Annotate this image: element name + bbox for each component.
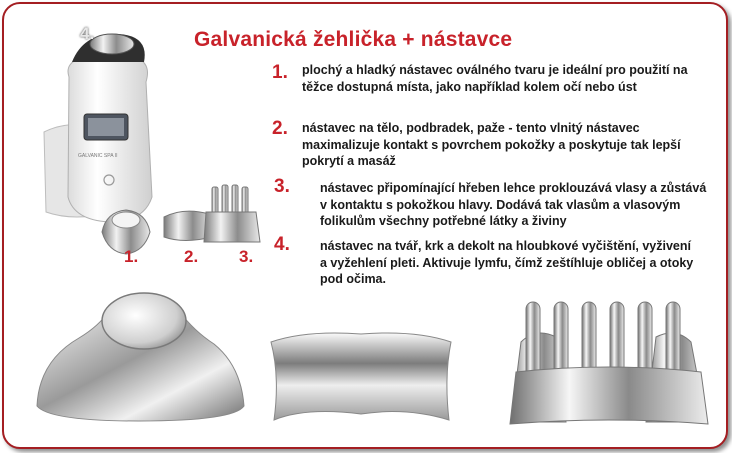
device-label-4: 4. xyxy=(80,24,95,43)
galvanic-device-image xyxy=(34,22,304,272)
attachment-2-image xyxy=(266,322,456,432)
item-text-3: nástavec připomínající hřeben lehce proklouzává vlasy a zůstává v kontaktu s pokožkou hlavy. Dodává tak vlasům a vlasovým folikulům všechny potřebné látky a živiny xyxy=(320,181,707,228)
item-number-3: 3. xyxy=(274,176,290,197)
item-number-1: 1. xyxy=(272,62,288,83)
content-frame xyxy=(2,2,728,449)
device-label-2: 2. xyxy=(184,247,199,266)
item-text-4: nástavec na tvář, krk a dekolt na hloubkové vyčištění, vyživení a vyžehlení pleti. Aktivuje lymfu, čímž zeštíhluje obličej a otoky pod očima. xyxy=(320,239,694,286)
page-title: Galvanická žehlička + nástavce xyxy=(194,28,513,51)
item-text-2: nástavec na tělo, podbradek, paže - tento vlnitý nástavec maximalizuje kontakt s povrchem pokožky a poskytuje tak lepší pokrytí a masáž xyxy=(302,121,681,168)
item-number-2: 2. xyxy=(272,118,288,139)
item-number-4: 4. xyxy=(274,234,290,255)
attachment-1-image xyxy=(29,286,259,426)
device-label-3: 3. xyxy=(239,247,254,266)
item-text-1: plochý a hladký nástavec oválného tvaru je ideální pro použití na těžce dostupná místa, jako například kolem očí nebo úst xyxy=(302,63,688,94)
device-brand-text: GALVANIC SPA II xyxy=(78,153,118,159)
attachment-3-image xyxy=(496,292,721,432)
device-label-1: 1. xyxy=(124,247,139,266)
